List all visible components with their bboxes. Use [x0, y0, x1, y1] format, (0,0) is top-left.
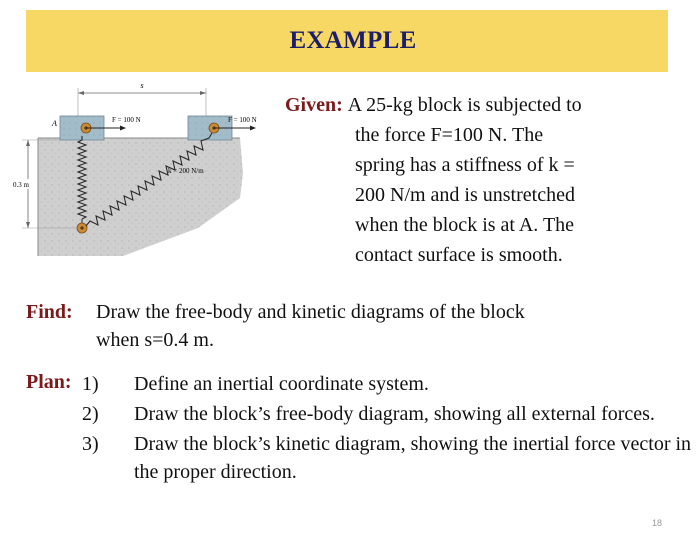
slide-title: EXAMPLE [289, 27, 417, 54]
given-line: when the block is at A. The [355, 214, 575, 236]
plan-item [82, 430, 694, 486]
find-line: when s=0.4 m. [96, 329, 214, 351]
given-line: the force F=100 N. The [355, 124, 544, 146]
given-label: Given: [285, 94, 343, 116]
label-point-a: A [52, 119, 57, 128]
find-line: Draw the free-body and kinetic diagrams of the block [96, 301, 525, 323]
find-section [26, 298, 686, 354]
plan-item [82, 370, 694, 398]
title-banner [26, 10, 668, 72]
page-number: 18 [651, 518, 662, 528]
given-line: contact surface is smooth. [355, 244, 563, 266]
height-label: 0.3 m [13, 181, 29, 189]
plan-item-number: 3) [82, 433, 99, 455]
force-label-left: F = 100 N [112, 116, 141, 124]
block-spring-figure [8, 78, 292, 258]
given-line: 200 N/m and is unstretched [355, 184, 575, 206]
plan-item-text: Draw the block’s free-body diagram, showing all external forces. [134, 403, 655, 425]
label-s: s [140, 81, 144, 90]
plan-item [82, 400, 694, 428]
spring-label: k = 200 N/m [168, 167, 204, 175]
plan-item-text: Draw the block’s kinetic diagram, showing the inertial force vector in the proper direction. [134, 433, 692, 483]
plan-item-number: 2) [82, 403, 99, 425]
plan-item-text: Define an inertial coordinate system. [134, 373, 429, 395]
find-label: Find: [26, 301, 73, 323]
given-line: spring has a stiffness of k = [355, 154, 575, 176]
force-label-right: F = 100 N [228, 116, 257, 124]
plan-item-number: 1) [82, 373, 99, 395]
given-line: A 25-kg block is subjected to [347, 94, 582, 116]
given-section [285, 90, 685, 270]
plan-label: Plan: [26, 371, 72, 393]
plan-list [82, 370, 694, 488]
ground-surface [38, 138, 243, 256]
